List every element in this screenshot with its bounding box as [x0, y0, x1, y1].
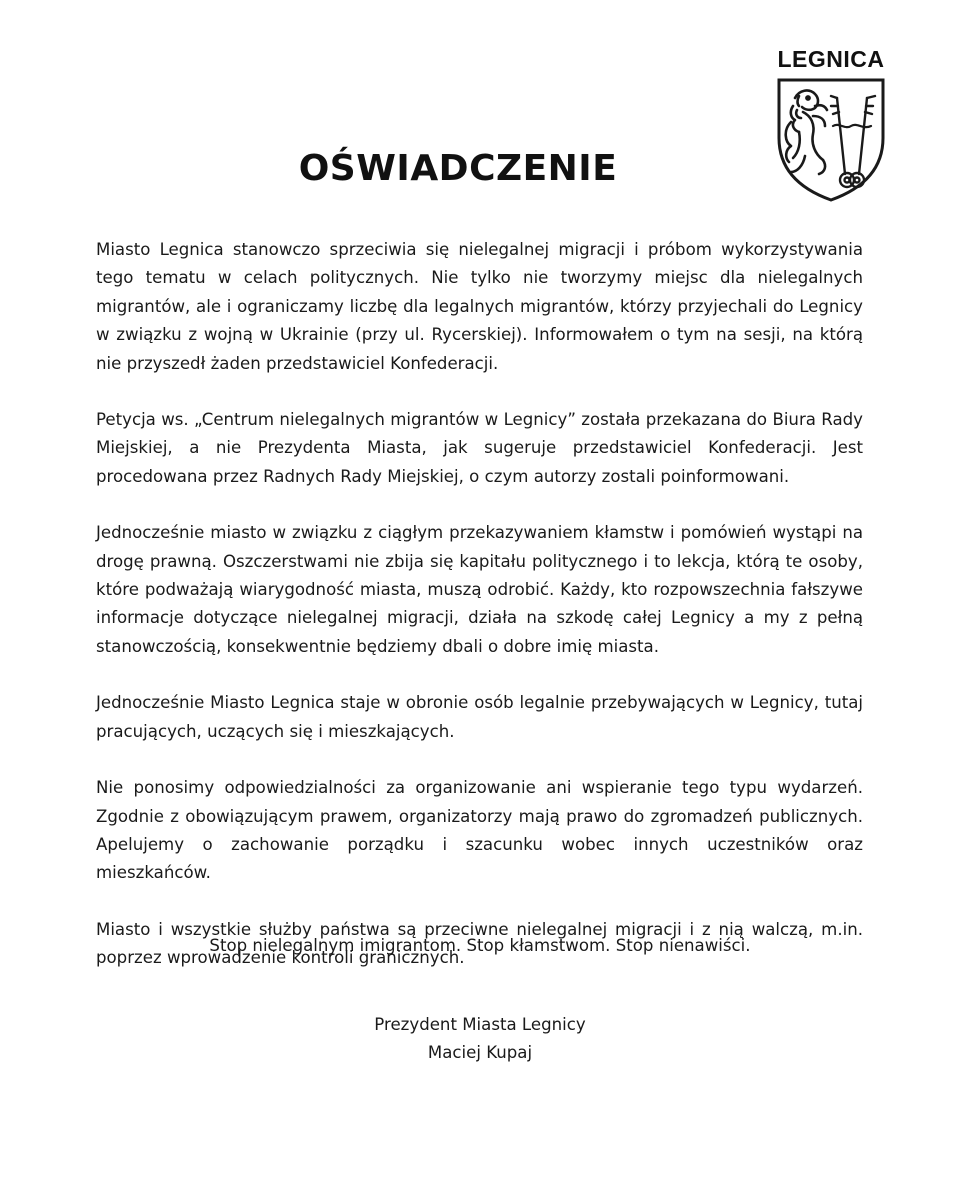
crest-title: LEGNICA — [777, 46, 885, 72]
paragraph: Jednocześnie Miasto Legnica staje w obronie osób legalnie przebywających w Legnicy, tutaj pracujących, uczących się i mieszkających. — [96, 693, 863, 741]
closing-slogan: Stop nielegalnym imigrantom. Stop kłamstwom. Stop nienawiści. — [209, 936, 751, 955]
signature-name: Maciej Kupaj — [427, 1043, 533, 1062]
paragraph: Miasto i wszystkie służby państwa są przeciwne nielegalnej migracji i z nią walczą, m.in. poprzez wprowadzenie kontroli granicznych. — [96, 919, 863, 968]
paragraph: Nie ponosimy odpowiedzialności za organizowanie ani wspieranie tego typu wydarzeń. Zgodnie z obowiązującym prawem, organizatorzy mają prawo do zgromadzeń publicznych. Apelujemy o zachowanie porządku i szacunku wobec innych uczestników oraz mieszkańców. — [96, 778, 863, 883]
signature-role: Prezydent Miasta Legnicy — [374, 1015, 586, 1034]
document-title: OŚWIADCZENIE — [298, 148, 618, 189]
paragraph: Jednocześnie miasto w związku z ciągłym przekazywaniem kłamstw i pomówień wystąpi na drogę prawną. Oszczerstwami nie zbija się kapitału politycznego i to lekcja, którą te osoby, które podważają wiarygodność miasta, muszą odrobić. Każdy, kto rozpowszechnia fałszywe informacje dotyczące nielegalnej migracji, działa na szkodę całej Legnicy a my z pełną stanowczością, konsekwentnie będziemy dbali o dobre imię miasta. — [96, 523, 863, 656]
signature-block — [0, 1011, 960, 1067]
paragraph: Petycja ws. „Centrum nielegalnych migrantów w Legnicy” została przekazana do Biura Rady Miejskiej, a nie Prezydenta Miasta, jak sugeruje przedstawiciel Konfederacji. Jest procedowana przez Radnych Rady Miejskiej, o czym autorzy zostali poinformowani. — [96, 410, 863, 486]
statement-body — [96, 236, 863, 1001]
paragraph: Miasto Legnica stanowczo sprzeciwia się nielegalnej migracji i próbom wykorzystywania tego tematu w celach politycznych. Nie tylko nie tworzymy miejsc dla nielegalnych migrantów, ale i ograniczamy liczbę dla legalnych migrantów, którzy przyjechali do Legnicy w związku z wojną w Ukrainie (przy ul. Rycerskiej). Informowałem o tym na sesji, na którą nie przyszedł żaden przedstawiciel Konfederacji. — [96, 240, 863, 373]
